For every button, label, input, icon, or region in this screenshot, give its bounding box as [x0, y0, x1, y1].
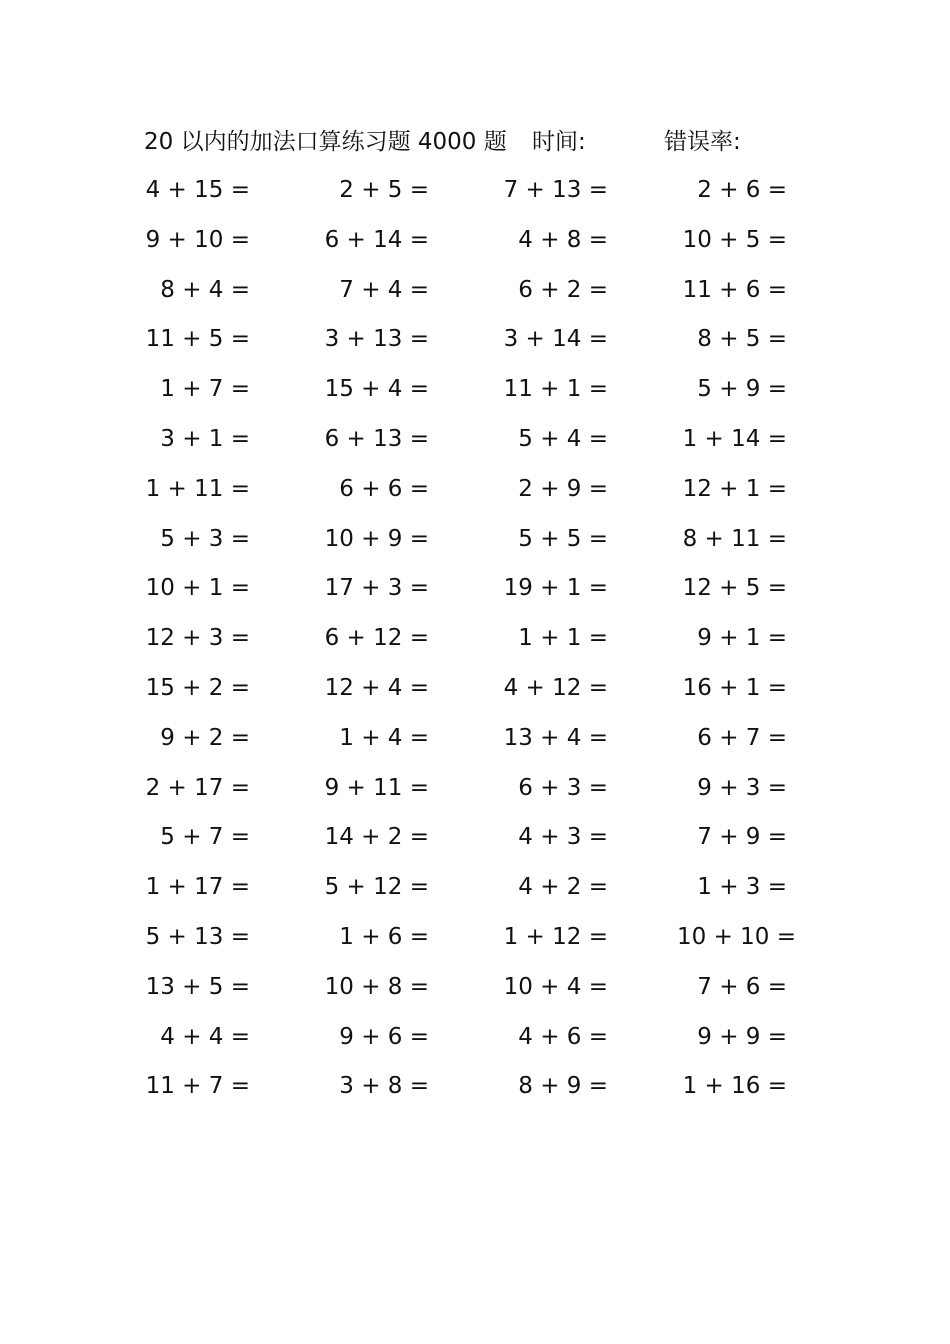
problem-item: 9 + 1 = [697, 625, 787, 652]
problem-item: 9 + 10 = [145, 226, 250, 253]
problem-row [140, 867, 820, 917]
problem-item: 1 + 3 = [697, 874, 787, 901]
problem-grid [140, 170, 820, 1116]
problem-item: 5 + 4 = [518, 425, 608, 452]
problem-item: 17 + 3 = [324, 575, 429, 602]
problem-item: 9 + 3 = [697, 774, 787, 801]
problem-item: 10 + 5 = [682, 226, 787, 253]
problem-row [140, 519, 820, 569]
problem-item: 1 + 16 = [682, 1073, 787, 1100]
problem-item: 1 + 1 = [518, 625, 608, 652]
problem-item: 3 + 1 = [160, 425, 250, 452]
problem-item: 5 + 12 = [324, 874, 429, 901]
problem-item: 10 + 1 = [145, 575, 250, 602]
problem-item: 11 + 7 = [145, 1073, 250, 1100]
problem-item: 6 + 6 = [339, 475, 429, 502]
problem-item: 2 + 6 = [697, 177, 787, 203]
problem-row [140, 817, 820, 867]
problem-item: 2 + 5 = [339, 177, 429, 203]
problem-item: 6 + 13 = [324, 425, 429, 452]
problem-row [140, 1066, 820, 1116]
problem-item: 5 + 13 = [145, 923, 250, 950]
problem-item: 6 + 14 = [324, 226, 429, 253]
problem-item: 13 + 4 = [503, 724, 608, 751]
problem-row [140, 718, 820, 768]
problem-item: 11 + 1 = [503, 376, 608, 403]
problem-item: 5 + 3 = [160, 525, 250, 552]
problem-row [140, 369, 820, 419]
problem-item: 12 + 4 = [324, 674, 429, 701]
problem-item: 9 + 6 = [339, 1023, 429, 1050]
problem-item: 1 + 12 = [503, 923, 608, 950]
problem-item: 3 + 13 = [324, 326, 429, 353]
problem-item: 12 + 3 = [145, 625, 250, 652]
problem-item: 1 + 17 = [145, 874, 250, 901]
problem-item: 1 + 6 = [339, 923, 429, 950]
problem-item: 1 + 14 = [682, 425, 787, 452]
problem-row [140, 270, 820, 320]
problem-item: 6 + 12 = [324, 625, 429, 652]
problem-row [140, 967, 820, 1017]
problem-item: 6 + 3 = [518, 774, 608, 801]
error-rate-label: 错误率: [664, 129, 741, 155]
problem-item: 12 + 1 = [682, 475, 787, 502]
problem-item: 19 + 1 = [503, 575, 608, 602]
problem-item: 8 + 11 = [682, 525, 787, 552]
problem-row [140, 1017, 820, 1067]
problem-item: 4 + 6 = [518, 1023, 608, 1050]
problem-row [140, 568, 820, 618]
problem-item: 6 + 2 = [518, 276, 608, 303]
problem-item: 9 + 11 = [324, 774, 429, 801]
problem-row [140, 419, 820, 469]
problem-item: 5 + 5 = [518, 525, 608, 552]
problem-item: 1 + 11 = [145, 475, 250, 502]
problem-row [140, 768, 820, 818]
problem-item: 16 + 1 = [682, 674, 787, 701]
problem-item: 4 + 8 = [518, 226, 608, 253]
problem-item: 7 + 13 = [503, 177, 608, 203]
problem-item: 1 + 7 = [160, 376, 250, 403]
problem-item: 8 + 4 = [160, 276, 250, 303]
problem-item: 4 + 12 = [503, 674, 608, 701]
problem-item: 2 + 17 = [145, 774, 250, 801]
problem-item: 10 + 10 = [677, 923, 797, 950]
problem-item: 8 + 5 = [697, 326, 787, 353]
problem-row [140, 319, 820, 369]
problem-item: 10 + 9 = [324, 525, 429, 552]
problem-item: 3 + 8 = [339, 1073, 429, 1100]
problem-row [140, 469, 820, 519]
problem-item: 1 + 4 = [339, 724, 429, 751]
problem-item: 8 + 9 = [518, 1073, 608, 1100]
problem-item: 15 + 4 = [324, 376, 429, 403]
problem-item: 9 + 9 = [697, 1023, 787, 1050]
problem-item: 2 + 9 = [518, 475, 608, 502]
problem-row [140, 668, 820, 718]
problem-item: 4 + 4 = [160, 1023, 250, 1050]
problem-item: 10 + 8 = [324, 973, 429, 1000]
time-label: 时间: [532, 129, 586, 155]
problem-item: 3 + 14 = [503, 326, 608, 353]
problem-item: 4 + 15 = [145, 177, 250, 203]
problem-item: 7 + 9 = [697, 824, 787, 851]
problem-item: 9 + 2 = [160, 724, 250, 751]
problem-item: 15 + 2 = [145, 674, 250, 701]
problem-item: 12 + 5 = [682, 575, 787, 602]
worksheet-header [144, 124, 824, 160]
problem-item: 7 + 4 = [339, 276, 429, 303]
problem-item: 11 + 6 = [682, 276, 787, 303]
problem-row [140, 917, 820, 967]
problem-item: 5 + 7 = [160, 824, 250, 851]
problem-item: 4 + 3 = [518, 824, 608, 851]
worksheet-title: 20 以内的加法口算练习题 4000 题 [144, 129, 507, 155]
problem-item: 6 + 7 = [697, 724, 787, 751]
problem-item: 10 + 4 = [503, 973, 608, 1000]
problem-row [140, 170, 820, 220]
problem-row [140, 220, 820, 270]
problem-item: 13 + 5 = [145, 973, 250, 1000]
problem-item: 5 + 9 = [697, 376, 787, 403]
problem-item: 11 + 5 = [145, 326, 250, 353]
problem-item: 4 + 2 = [518, 874, 608, 901]
problem-row [140, 618, 820, 668]
problem-item: 7 + 6 = [697, 973, 787, 1000]
problem-item: 14 + 2 = [324, 824, 429, 851]
